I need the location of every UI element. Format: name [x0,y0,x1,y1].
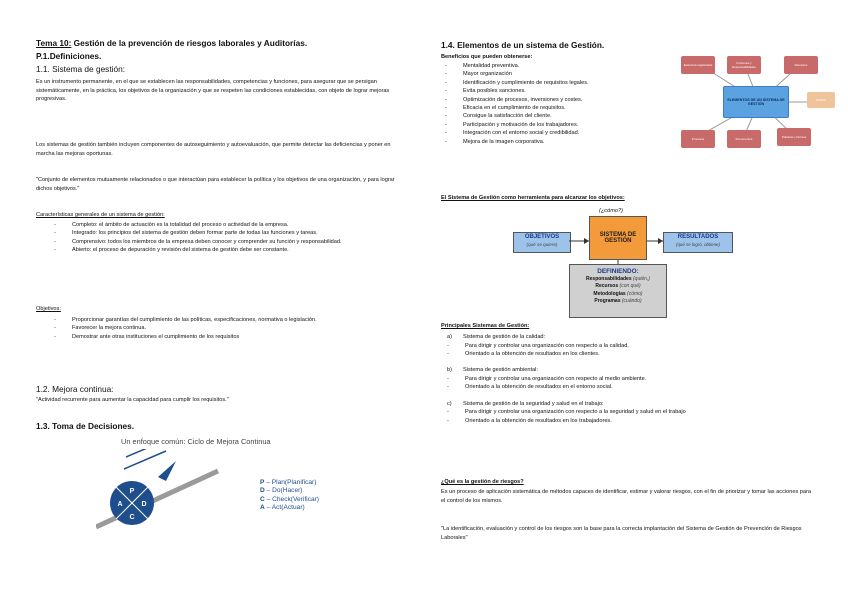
list-item: - Consigue la satisfacción del cliente. [441,112,681,120]
pdca-letter-p: P [129,488,135,495]
section-1-4: 1.4. Elementos de un sistema de Gestión. [441,40,605,50]
system-quality [441,333,813,358]
benefits-title: Beneficios que pueden obtenerse: [441,54,533,60]
mindmap-center: ELEMENTOS DE UN SISTEMA DE GESTIÓN [723,86,789,118]
system-title: b) Sistema de gestión ambiental: [447,367,538,374]
mindmap-node-recursos: Recursos [784,56,818,74]
paragraph-autoevaluation: Los sistemas de gestión también incluyen componentes de autoseguimiento y autoevaluación, que permite detectar las deficiencias y poner en marcha las mejoras oportunas. [36,142,391,157]
list-item: - Para dirigir y controlar una organización con respecto a la seguridad y salud en el trabajo [441,408,813,416]
mindmap-node-practicas: Prácticas y Normas [777,128,811,146]
list-item: - Integración con el entorno social y credibilidad. [441,129,681,137]
final-quote: "La identificación, evaluación y control de los riesgos son la base para la correcta implantación del Sistema de Gestión de Prevención de Riesgos Laborales" [441,526,802,541]
section-1-3: 1.3. Toma de Decisiones. [36,421,135,431]
topic-heading [36,38,416,48]
mindmap-node-funciones: Funciones y Responsabilidades [727,56,761,74]
diagram-objectives-sub: (qué se quiere) [526,242,558,247]
pdca-legend [260,479,319,513]
list-item: - Comprensivo: todos los miembros de la empresa deben conocer y comprender su función y responsabilidad. [36,238,404,246]
mindmap-node-procesos: Procesos [681,130,715,148]
system-items [441,408,813,425]
characteristics-title: Características generales de un sistema de gestión: [36,212,165,218]
list-item: - Orientado a la obtención de resultados en los trabajadores. [441,417,813,425]
section-1-2: 1.2. Mejora continua: [36,384,114,394]
system-safety [441,400,813,425]
legend-item: P – Plan(Planificar) [260,479,317,486]
list-item: - Para dirigir y controlar una organización con respecto a la calidad. [441,342,813,350]
mindmap-node-politica: Política [807,92,835,108]
quote-definition: "Conjunto de elementos mutuamente relacionados o que interactúan para establecer la política y los objetivos de una organización, y para lograr dichos objetivos." [36,177,395,192]
diagram-row: Metodologías (cómo) [593,290,643,297]
system-title: c) Sistema de gestión de la seguridad y salud en el trabajo: [447,400,604,407]
systems-list [441,333,813,425]
legend-item: C – Check(Verificar) [260,495,319,503]
list-item: - Para dirigir y controlar una organización con respecto al medio ambiente. [441,375,813,383]
pdca-figure [56,435,386,535]
system-items [441,375,813,392]
list-item: - Favorecer la mejora continua. [36,324,404,332]
main-systems-title: Principales Sistemas de Gestión: [441,323,530,329]
pdca-arrow [126,449,178,457]
list-item: - Demostrar ante otras instituciones el cumplimiento de los requisitos [36,333,404,341]
list-item: - Mejora de la imagen corporativa. [441,138,681,146]
pdca-arrow-shaft [124,451,166,469]
pdca-letter-c: C [129,514,135,521]
list-item: - Eficacia en el cumplimiento de requisitos. [441,104,681,112]
pdca-title: Un enfoque común: Ciclo de Mejora Continua [121,437,271,446]
diagram-definiendo-box [569,264,667,318]
list-item: - Orientado a la obtención de resultados en el entorno social. [441,383,813,391]
topic-label: Tema 10: [36,38,72,48]
topic-title: Gestión de la prevención de riesgos laborales y Auditorías. [71,38,308,48]
mindmap-node-documentos: Documentos [727,130,761,148]
list-item: - Completo: el ámbito de actuación es la totalidad del proceso o actividad de la empresa. [36,221,404,229]
paragraph-definition: Es un instrumento permanente, en el que se establecen las responsabilidades, competencias y funciones, para asegurar que se persigan sistemáticamente, en la práctica, los objetivos de la organización y que se respeten las condiciones establecidas, con objeto de lograr mejoras progresivas. [36,79,390,103]
elements-mindmap [679,50,839,158]
pdca-letter-a: A [117,501,123,508]
system-environment [441,366,813,391]
pdca-arrowhead [158,461,176,481]
characteristics-list [36,221,404,255]
mejora-quote: "Actividad recurrente para aumentar la capacidad para cumplir los requisitos." [36,397,229,403]
legend-item: A – Act(Actuar) [260,504,305,512]
diagram-results-label: RESULTADOS [677,234,719,240]
objectives-list [36,316,404,341]
diagram-results-sub: (qué se logró, obtiene) [676,242,720,247]
system-title: a) Sistema de gestión de la calidad: [447,334,546,340]
pdca-letter-d: D [141,501,147,508]
list-item: - Integrado: los principios del sistema de gestión deben formar parte de todas las funciones y tareas. [36,229,404,237]
section-1-1: 1.1. Sistema de gestión: [36,64,126,74]
list-item: - Orientado a la obtención de resultados en los clientes. [441,350,813,358]
list-item: - Abierto: el proceso de depuración y revisión del sistema de gestión debe ser constante. [36,246,404,254]
diagram-sistema-box: SISTEMA DE GESTIÓN [589,216,647,260]
list-item: - Evita posibles sanciones. [441,87,681,95]
list-item: - Optimización de procesos, inversiones y costes. [441,96,681,104]
diagram-row: Programas (cuándo) [594,298,642,305]
list-item: - Proporcionar garantías del cumplimiento de las políticas, especificaciones, normativa o legislación. [36,316,404,324]
benefits-list [441,62,681,146]
mindmap-node-estructura: Estructura organizativa [681,56,715,74]
diagram-definiendo-label: DEFINIENDO: [597,268,639,275]
objectives-diagram [507,206,747,322]
diagram-row: Responsabilidades (quién,) [586,276,650,282]
list-item: - Mentalidad preventiva. [441,62,681,70]
risk-management-title: ¿Qué es la gestión de riesgos? [441,479,524,485]
pdca-diagram [96,449,236,529]
tool-title: El Sistema de Gestión como herramienta para alcanzar los objetivos: [441,195,625,201]
list-item: - Identificación y cumplimiento de requisitos legales. [441,79,681,87]
system-items [441,342,813,359]
list-item: - Participación y motivación de los trabajadores. [441,121,681,129]
diagram-row: Recursos (con qué) [595,283,641,290]
diagram-como: (¿cómo?) [599,208,623,214]
objectives-title: Objetivos: [36,306,61,312]
list-item: - Mayor organización [441,70,681,78]
legend-item: D – Do(Hacer) [260,487,303,495]
section-p1: P.1.Definiciones. [36,51,102,61]
diagram-objectives-label: OBJETIVOS [524,234,560,240]
risk-management-paragraph: Es un proceso de aplicación sistemática de métodos capaces de identificar, estimar y valorar riesgos, con el fin de priorizar y tomar las acciones para el control de los mismos. [441,489,811,504]
